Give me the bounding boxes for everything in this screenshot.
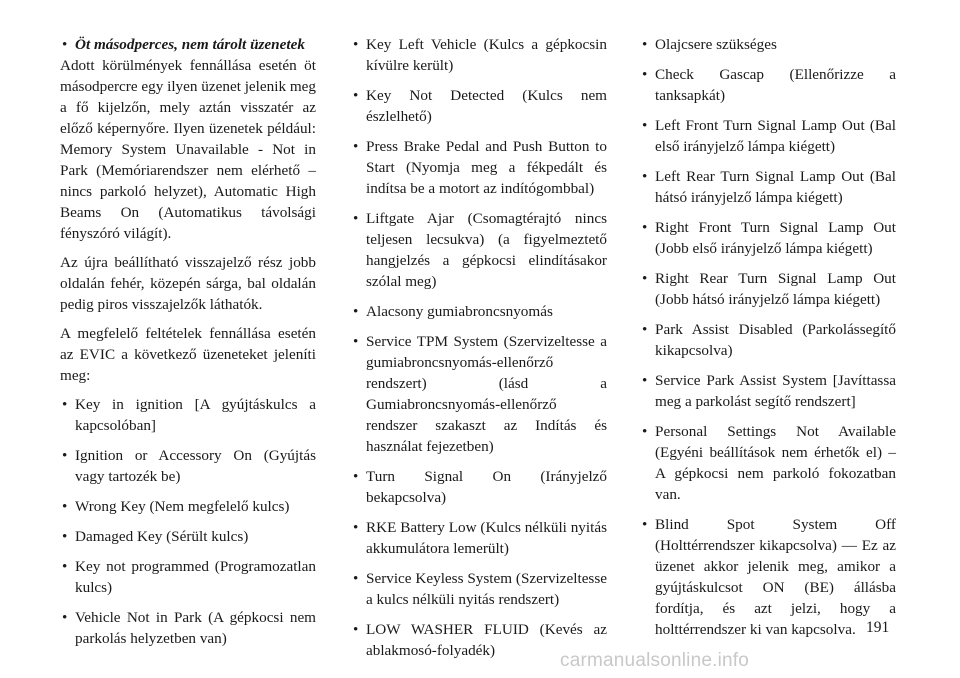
- list-item: • Personal Settings Not Available (Egyéni beállítások nem érhetők el) – A gépkocsi nem parkoló fokozatban van.: [640, 421, 896, 505]
- message-list: [60, 394, 316, 649]
- list-item: • Key in ignition [A gyújtáskulcs a kapcsolóban]: [60, 394, 316, 436]
- list-item: • Left Rear Turn Signal Lamp Out (Bal hátsó irányjelző lámpa kiégett): [640, 166, 896, 208]
- list-item: • Press Brake Pedal and Push Button to Start (Nyomja meg a fékpedált és indítsa be a motort az indítógombbal): [351, 136, 607, 199]
- message-list: [351, 34, 607, 661]
- column-middle: [351, 34, 607, 670]
- list-item: • Key Not Detected (Kulcs nem észlelhető): [351, 85, 607, 127]
- list-item: • Check Gascap (Ellenőrizze a tanksapkát): [640, 64, 896, 106]
- section-heading: Öt másodperces, nem tárolt üzenetek: [75, 36, 305, 53]
- list-item: • LOW WASHER FLUID (Kevés az ablakmosó-folyadék): [351, 619, 607, 661]
- watermark-text: carmanualsonline.info: [560, 650, 750, 671]
- paragraph: A megfelelő feltételek fennállása esetén az EVIC a következő üzeneteket jeleníti meg:: [60, 325, 316, 384]
- list-item: • RKE Battery Low (Kulcs nélküli nyitás akkumulátora lemerült): [351, 517, 607, 559]
- list-item: • Wrong Key (Nem megfelelő kulcs): [60, 496, 316, 517]
- list-item: • Blind Spot System Off (Holttérrendszer kikapcsolva) — Ez az üzenet akkor jelenik meg, amikor a gyújtáskulcsot ON (BE) állásba fordítja, és azt jelzi, hogy a holttérrendszer ki van kapcsolva.: [640, 514, 896, 640]
- list-item: • Service Keyless System (Szervizeltesse a kulcs nélküli nyitás rendszert): [351, 568, 607, 610]
- list-item: • Ignition or Accessory On (Gyújtás vagy tartozék be): [60, 445, 316, 487]
- list-item: • Turn Signal On (Irányjelző bekapcsolva): [351, 466, 607, 508]
- list-item: • Service Park Assist System [Javíttassa meg a parkolást segítő rendszert]: [640, 370, 896, 412]
- bullet-list: [60, 34, 316, 55]
- list-item: • Right Front Turn Signal Lamp Out (Jobb első irányjelző lámpa kiégett): [640, 217, 896, 259]
- list-item: • Left Front Turn Signal Lamp Out (Bal első irányjelző lámpa kiégett): [640, 115, 896, 157]
- paragraph: Az újra beállítható visszajelző rész jobb oldalán fehér, közepén sárga, bal oldalán pedig piros visszajelzők láthatók.: [60, 254, 316, 313]
- list-item: • Service TPM System (Szervizeltesse a gumiabroncsnyomás-ellenőrző rendszert) (lásd a Gumiabroncsnyomás-ellenőrző rendszer szakaszt az Indítás és használat fejezetben): [351, 331, 607, 457]
- list-item: [60, 34, 316, 55]
- column-right: [640, 34, 896, 649]
- list-item: • Damaged Key (Sérült kulcs): [60, 526, 316, 547]
- list-item: • Key Left Vehicle (Kulcs a gépkocsin kívülre került): [351, 34, 607, 76]
- list-item: • Right Rear Turn Signal Lamp Out (Jobb hátsó irányjelző lámpa kiégett): [640, 268, 896, 310]
- list-item: • Key not programmed (Programozatlan kulcs): [60, 556, 316, 598]
- page-number: 191: [866, 619, 890, 636]
- message-list: [640, 34, 896, 640]
- paragraph: Adott körülmények fennállása esetén öt másodpercre egy ilyen üzenet jelenik meg a fő kijelzőn, mely aztán visszatér az előző képernyőre. Ilyen üzenetek például: Memory System Unavailable - Not in Park (Memóriarendszer nem elérhető – nincs parkoló helyzet), Automatic High Beams On (Automatikus távolsági fényszóró világít).: [60, 57, 316, 242]
- list-item: • Olajcsere szükséges: [640, 34, 896, 55]
- list-item: • Alacsony gumiabroncsnyomás: [351, 301, 607, 322]
- column-left: [60, 34, 316, 658]
- list-item: • Vehicle Not in Park (A gépkocsi nem parkolás helyzetben van): [60, 607, 316, 649]
- list-item: • Liftgate Ajar (Csomagtérajtó nincs teljesen lecsukva) (a figyelmeztető hangjelzés a gépkocsi elindításakor szólal meg): [351, 208, 607, 292]
- list-item: • Park Assist Disabled (Parkolássegítő kikapcsolva): [640, 319, 896, 361]
